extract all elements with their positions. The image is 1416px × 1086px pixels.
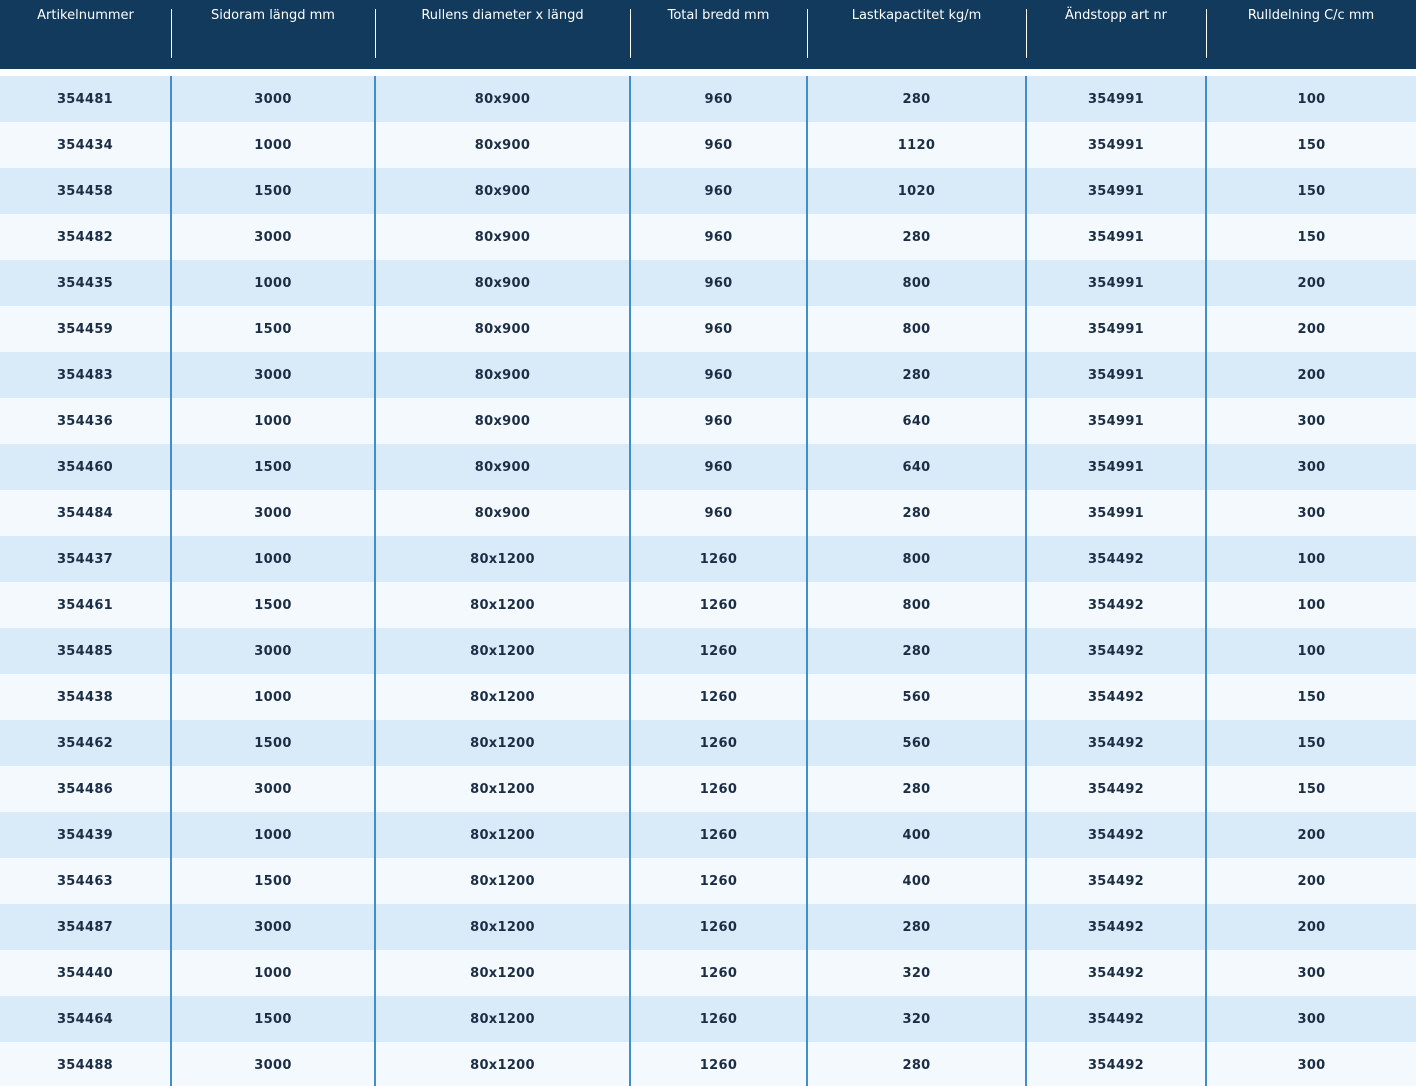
cell-total-bredd: 1260 [630, 950, 807, 996]
cell-lastkapacitet: 800 [807, 536, 1026, 582]
table-row [0, 674, 1416, 720]
cell-total-bredd: 960 [630, 214, 807, 260]
cell-artikelnummer: 354487 [56, 919, 114, 935]
cell-lastkapacitet: 280 [807, 352, 1026, 398]
cell-artikelnummer: 354437 [56, 551, 114, 567]
cell-sidoram-langd: 3000 [171, 214, 375, 260]
cell-lastkapacitet: 400 [807, 858, 1026, 904]
cell-rulldelning: 100 [1206, 628, 1416, 674]
cell-artikelnummer: 354486 [56, 781, 114, 797]
cell-total-bredd: 1260 [630, 536, 807, 582]
cell-rullens-diameter: 80x900 [375, 398, 630, 444]
column-header-andstopp: Ändstopp art nr [1026, 0, 1206, 69]
cell-sidoram-langd: 1000 [171, 674, 375, 720]
cell-andstopp: 354991 [1026, 76, 1206, 122]
cell-rulldelning: 300 [1206, 490, 1416, 536]
table-row [0, 490, 1416, 536]
cell-rulldelning: 150 [1206, 214, 1416, 260]
cell-andstopp: 354991 [1026, 306, 1206, 352]
cell-total-bredd: 1260 [630, 628, 807, 674]
cell-artikelnummer: 354484 [56, 505, 114, 521]
table-row [0, 720, 1416, 766]
cell-sidoram-langd: 1000 [171, 536, 375, 582]
cell-total-bredd: 1260 [630, 858, 807, 904]
cell-rullens-diameter: 80x1200 [375, 628, 630, 674]
cell-andstopp: 354991 [1026, 168, 1206, 214]
cell-rulldelning: 200 [1206, 306, 1416, 352]
cell-lastkapacitet: 280 [807, 628, 1026, 674]
cell-sidoram-langd: 3000 [171, 490, 375, 536]
cell-sidoram-langd: 1500 [171, 720, 375, 766]
column-header-artikelnummer: Artikelnummer [37, 8, 134, 23]
cell-sidoram-langd: 1500 [171, 582, 375, 628]
cell-andstopp: 354991 [1026, 490, 1206, 536]
cell-artikelnummer: 354460 [56, 459, 114, 475]
cell-rulldelning: 300 [1206, 444, 1416, 490]
cell-rulldelning: 300 [1206, 398, 1416, 444]
cell-sidoram-langd: 3000 [171, 352, 375, 398]
cell-rullens-diameter: 80x1200 [375, 1042, 630, 1086]
table-row [0, 904, 1416, 950]
cell-lastkapacitet: 800 [807, 260, 1026, 306]
cell-rullens-diameter: 80x1200 [375, 720, 630, 766]
cell-total-bredd: 960 [630, 306, 807, 352]
cell-andstopp: 354991 [1026, 214, 1206, 260]
cell-total-bredd: 1260 [630, 812, 807, 858]
cell-rullens-diameter: 80x900 [375, 352, 630, 398]
cell-total-bredd: 960 [630, 444, 807, 490]
cell-rulldelning: 200 [1206, 352, 1416, 398]
cell-total-bredd: 960 [630, 122, 807, 168]
cell-rulldelning: 100 [1206, 582, 1416, 628]
cell-andstopp: 354991 [1026, 122, 1206, 168]
cell-andstopp: 354492 [1026, 628, 1206, 674]
cell-artikelnummer: 354459 [56, 321, 114, 337]
cell-total-bredd: 1260 [630, 1042, 807, 1086]
table-row [0, 996, 1416, 1042]
table-row [0, 812, 1416, 858]
cell-artikelnummer: 354435 [56, 275, 114, 291]
cell-sidoram-langd: 3000 [171, 628, 375, 674]
cell-rulldelning: 200 [1206, 260, 1416, 306]
cell-andstopp: 354492 [1026, 1042, 1206, 1086]
cell-artikelnummer: 354463 [56, 873, 114, 889]
cell-andstopp: 354991 [1026, 260, 1206, 306]
cell-total-bredd: 960 [630, 490, 807, 536]
cell-rulldelning: 150 [1206, 168, 1416, 214]
cell-sidoram-langd: 1000 [171, 950, 375, 996]
cell-rullens-diameter: 80x1200 [375, 858, 630, 904]
cell-lastkapacitet: 280 [807, 490, 1026, 536]
table-row [0, 76, 1416, 122]
cell-sidoram-langd: 3000 [171, 904, 375, 950]
cell-lastkapacitet: 800 [807, 306, 1026, 352]
cell-sidoram-langd: 1000 [171, 398, 375, 444]
cell-rulldelning: 100 [1206, 76, 1416, 122]
cell-andstopp: 354991 [1026, 352, 1206, 398]
cell-artikelnummer: 354438 [56, 689, 114, 705]
cell-artikelnummer: 354439 [56, 827, 114, 843]
cell-andstopp: 354492 [1026, 950, 1206, 996]
cell-rullens-diameter: 80x1200 [375, 766, 630, 812]
cell-sidoram-langd: 1500 [171, 444, 375, 490]
table-row [0, 306, 1416, 352]
table-row [0, 1042, 1416, 1086]
cell-rullens-diameter: 80x900 [375, 122, 630, 168]
cell-lastkapacitet: 640 [807, 398, 1026, 444]
table-header [0, 0, 1416, 69]
cell-artikelnummer: 354485 [56, 643, 114, 659]
table-row [0, 260, 1416, 306]
cell-rullens-diameter: 80x1200 [375, 904, 630, 950]
cell-artikelnummer: 354436 [56, 413, 114, 429]
cell-rulldelning: 300 [1206, 950, 1416, 996]
cell-andstopp: 354492 [1026, 720, 1206, 766]
table-row [0, 766, 1416, 812]
table-row [0, 628, 1416, 674]
cell-andstopp: 354991 [1026, 444, 1206, 490]
cell-rullens-diameter: 80x900 [375, 76, 630, 122]
cell-artikelnummer: 354461 [56, 597, 114, 613]
cell-total-bredd: 960 [630, 398, 807, 444]
cell-lastkapacitet: 1120 [807, 122, 1026, 168]
cell-artikelnummer: 354482 [56, 229, 114, 245]
cell-andstopp: 354492 [1026, 582, 1206, 628]
cell-lastkapacitet: 280 [807, 904, 1026, 950]
cell-andstopp: 354492 [1026, 904, 1206, 950]
cell-artikelnummer: 354483 [56, 367, 114, 383]
table-row [0, 582, 1416, 628]
cell-rulldelning: 150 [1206, 122, 1416, 168]
cell-artikelnummer: 354458 [56, 183, 114, 199]
cell-sidoram-langd: 3000 [171, 766, 375, 812]
cell-rullens-diameter: 80x900 [375, 168, 630, 214]
cell-artikelnummer: 354462 [56, 735, 114, 751]
cell-lastkapacitet: 560 [807, 674, 1026, 720]
cell-rulldelning: 300 [1206, 1042, 1416, 1086]
header-row [0, 0, 1416, 69]
cell-rulldelning: 150 [1206, 674, 1416, 720]
cell-total-bredd: 1260 [630, 674, 807, 720]
cell-sidoram-langd: 3000 [171, 1042, 375, 1086]
cell-rulldelning: 300 [1206, 996, 1416, 1042]
table-row [0, 214, 1416, 260]
cell-andstopp: 354492 [1026, 812, 1206, 858]
table-row [0, 398, 1416, 444]
cell-total-bredd: 1260 [630, 766, 807, 812]
cell-artikelnummer: 354464 [56, 1011, 114, 1027]
cell-total-bredd: 960 [630, 260, 807, 306]
cell-rulldelning: 150 [1206, 766, 1416, 812]
cell-rulldelning: 150 [1206, 720, 1416, 766]
cell-andstopp: 354991 [1026, 398, 1206, 444]
cell-lastkapacitet: 400 [807, 812, 1026, 858]
cell-artikelnummer: 354488 [56, 1057, 114, 1073]
cell-lastkapacitet: 280 [807, 766, 1026, 812]
cell-sidoram-langd: 1500 [171, 306, 375, 352]
cell-rullens-diameter: 80x1200 [375, 996, 630, 1042]
table-row [0, 352, 1416, 398]
cell-lastkapacitet: 800 [807, 582, 1026, 628]
cell-rulldelning: 100 [1206, 536, 1416, 582]
cell-sidoram-langd: 1000 [171, 122, 375, 168]
column-header-lastkapacitet: Lastkapactitet kg/m [807, 0, 1026, 69]
cell-sidoram-langd: 3000 [171, 76, 375, 122]
cell-sidoram-langd: 1500 [171, 858, 375, 904]
cell-rulldelning: 200 [1206, 904, 1416, 950]
header-spacer [0, 69, 1416, 76]
cell-sidoram-langd: 1500 [171, 168, 375, 214]
cell-lastkapacitet: 280 [807, 214, 1026, 260]
cell-total-bredd: 1260 [630, 996, 807, 1042]
column-header-sidoram-langd: Sidoram längd mm [171, 0, 375, 69]
cell-total-bredd: 1260 [630, 582, 807, 628]
cell-rullens-diameter: 80x1200 [375, 950, 630, 996]
cell-rulldelning: 200 [1206, 858, 1416, 904]
cell-lastkapacitet: 320 [807, 996, 1026, 1042]
column-header-rulldelning: Rulldelning C/c mm [1206, 0, 1416, 69]
table-row [0, 168, 1416, 214]
cell-total-bredd: 960 [630, 352, 807, 398]
table-row [0, 858, 1416, 904]
cell-rullens-diameter: 80x900 [375, 444, 630, 490]
cell-artikelnummer: 354440 [56, 965, 114, 981]
cell-rullens-diameter: 80x900 [375, 490, 630, 536]
cell-lastkapacitet: 280 [807, 76, 1026, 122]
cell-lastkapacitet: 640 [807, 444, 1026, 490]
cell-total-bredd: 1260 [630, 720, 807, 766]
cell-andstopp: 354492 [1026, 858, 1206, 904]
cell-rullens-diameter: 80x900 [375, 214, 630, 260]
column-header-total-bredd: Total bredd mm [630, 0, 807, 69]
cell-rullens-diameter: 80x900 [375, 306, 630, 352]
cell-total-bredd: 960 [630, 76, 807, 122]
table-row [0, 122, 1416, 168]
cell-total-bredd: 960 [630, 168, 807, 214]
cell-rullens-diameter: 80x1200 [375, 812, 630, 858]
cell-rullens-diameter: 80x1200 [375, 536, 630, 582]
cell-sidoram-langd: 1000 [171, 812, 375, 858]
column-header-rullens-diameter: Rullens diameter x längd [375, 0, 630, 69]
cell-andstopp: 354492 [1026, 536, 1206, 582]
cell-sidoram-langd: 1000 [171, 260, 375, 306]
table-row [0, 536, 1416, 582]
cell-andstopp: 354492 [1026, 996, 1206, 1042]
table-row [0, 444, 1416, 490]
table-body [0, 76, 1416, 1086]
cell-andstopp: 354492 [1026, 674, 1206, 720]
cell-lastkapacitet: 560 [807, 720, 1026, 766]
cell-lastkapacitet: 280 [807, 1042, 1026, 1086]
cell-lastkapacitet: 320 [807, 950, 1026, 996]
cell-sidoram-langd: 1500 [171, 996, 375, 1042]
cell-artikelnummer: 354434 [56, 137, 114, 153]
cell-artikelnummer: 354481 [56, 91, 114, 107]
cell-total-bredd: 1260 [630, 904, 807, 950]
cell-rullens-diameter: 80x900 [375, 260, 630, 306]
cell-rulldelning: 200 [1206, 812, 1416, 858]
cell-rullens-diameter: 80x1200 [375, 582, 630, 628]
table-row [0, 950, 1416, 996]
cell-rullens-diameter: 80x1200 [375, 674, 630, 720]
cell-andstopp: 354492 [1026, 766, 1206, 812]
cell-lastkapacitet: 1020 [807, 168, 1026, 214]
